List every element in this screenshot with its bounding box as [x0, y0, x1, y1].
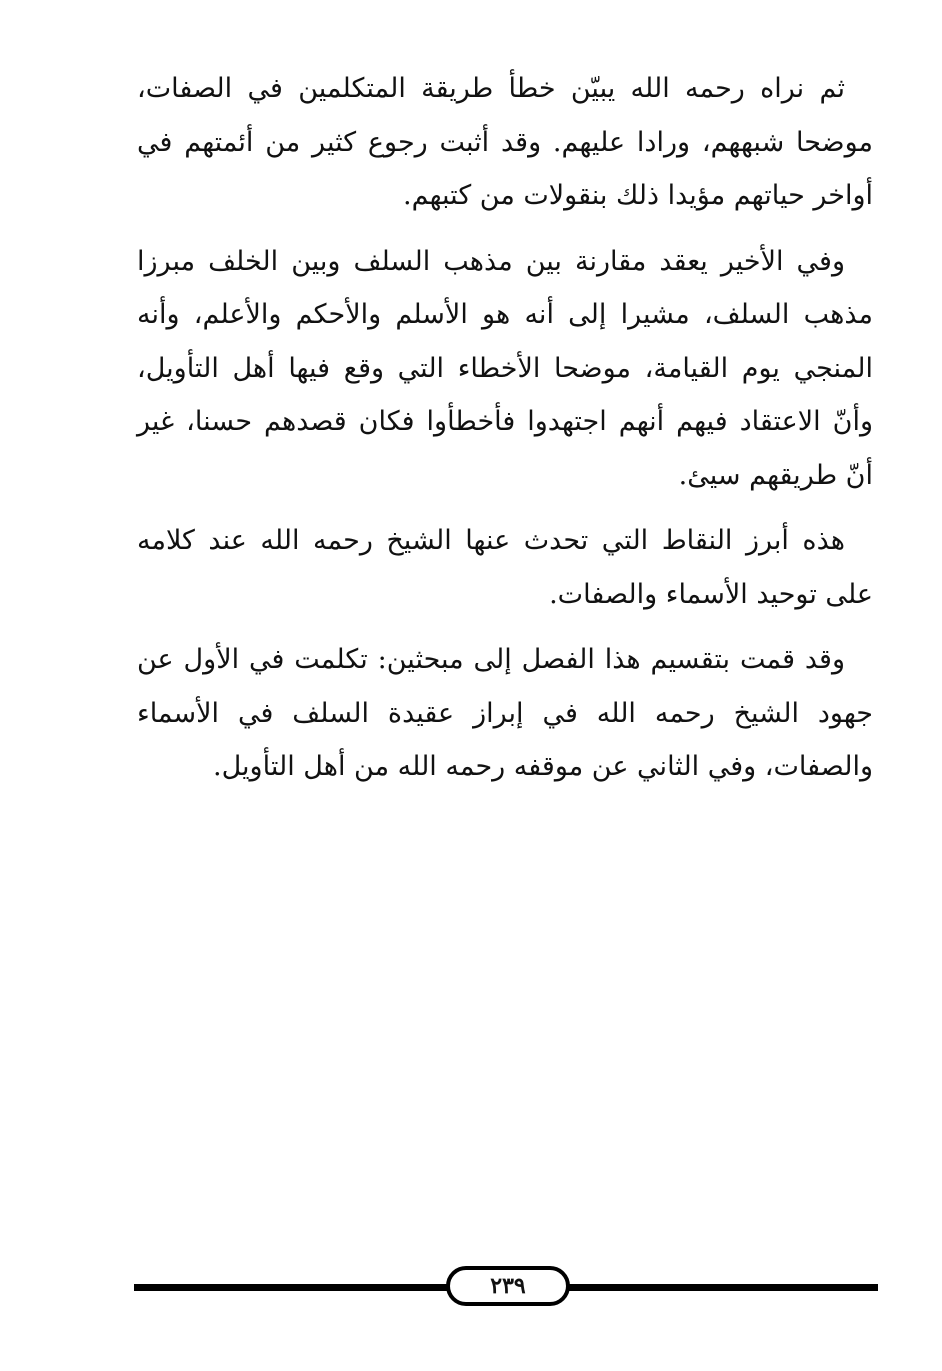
- paragraph-4: وقد قمت بتقسيم هذا الفصل إلى مبحثين: تكلمت في الأول عن جهود الشيخ رحمه الله في إبراز عقيدة السلف في الأسماء والصفات، وفي الثاني عن موقفه رحمه الله من أهل التأويل.: [137, 644, 873, 782]
- paragraph-2: وفي الأخير يعقد مقارنة بين مذهب السلف وبين الخلف مبرزا مذهب السلف، مشيرا إلى أنه هو الأسلم والأحكم والأعلم، وأنه المنجي يوم القيامة، موضحا الأخطاء التي وقع فيها أهل التأويل، وأنّ الاعتقاد فيهم أنهم اجتهدوا فأخطأوا فكان قصدهم حسنا، غير أنّ طريقهم سيئ.: [137, 245, 873, 491]
- page-footer: [134, 1266, 878, 1308]
- page-number-badge: [446, 1266, 570, 1306]
- paragraph-1: ثم نراه رحمه الله يبيّن خطأ طريقة المتكلمين في الصفات، موضحا شبههم، ورادا عليهم. وقد أثبت رجوع كثير من أئمتهم في أواخر حياتهم مؤيدا ذلك بنقولات من كتبهم.: [137, 73, 873, 211]
- page-number: ٢٣٩: [490, 1273, 526, 1299]
- paragraph-3: هذه أبرز النقاط التي تحدث عنها الشيخ رحمه الله عند كلامه على توحيد الأسماء والصفات.: [137, 525, 873, 610]
- body-text: [137, 62, 873, 806]
